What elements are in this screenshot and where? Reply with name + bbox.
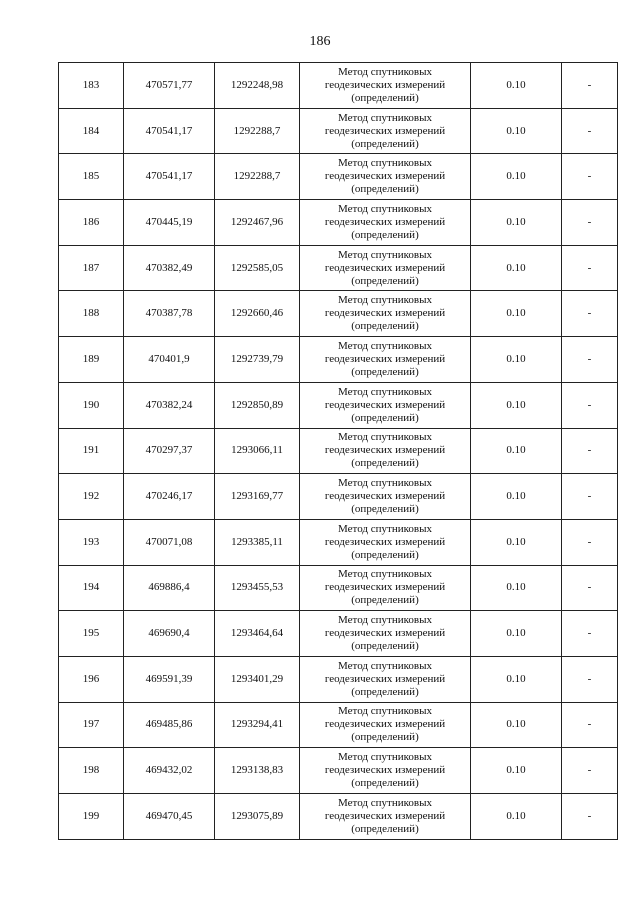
- x-coordinate-cell: 470071,08: [124, 519, 215, 565]
- method-cell: [300, 794, 471, 840]
- x-coordinate-cell: 470571,77: [124, 63, 215, 109]
- method-line: (определений): [351, 594, 419, 607]
- y-coordinate-cell: 1293294,41: [215, 702, 300, 748]
- point-number-cell: 193: [59, 519, 124, 565]
- y-coordinate-cell: 1292850,89: [215, 382, 300, 428]
- method-cell: [300, 611, 471, 657]
- x-coordinate-cell: 470541,17: [124, 108, 215, 154]
- description-cell: -: [562, 474, 618, 520]
- method-line: Метод спутниковых: [338, 568, 432, 581]
- method-line: (определений): [351, 822, 419, 835]
- x-coordinate-cell: 470246,17: [124, 474, 215, 520]
- table-row: [59, 245, 618, 291]
- method-line: Метод спутниковых: [338, 294, 432, 307]
- point-number-cell: 184: [59, 108, 124, 154]
- x-coordinate-cell: 470387,78: [124, 291, 215, 337]
- point-number-cell: 197: [59, 702, 124, 748]
- method-cell: [300, 565, 471, 611]
- x-coordinate-cell: 470297,37: [124, 428, 215, 474]
- description-cell: -: [562, 245, 618, 291]
- accuracy-cell: 0.10: [471, 108, 562, 154]
- method-cell: [300, 63, 471, 109]
- method-line: геодезических измерений: [324, 170, 446, 183]
- page-number: 186: [309, 34, 331, 49]
- x-coordinate-cell: 469470,45: [124, 794, 215, 840]
- method-cell: [300, 154, 471, 200]
- table-row: [59, 794, 618, 840]
- method-line: Метод спутниковых: [338, 705, 432, 718]
- accuracy-cell: 0.10: [471, 291, 562, 337]
- method-line: (определений): [351, 777, 419, 790]
- accuracy-cell: 0.10: [471, 794, 562, 840]
- coordinates-table: [58, 62, 618, 840]
- description-cell: -: [562, 748, 618, 794]
- accuracy-cell: 0.10: [471, 748, 562, 794]
- method-line: (определений): [351, 731, 419, 744]
- y-coordinate-cell: 1292585,05: [215, 245, 300, 291]
- method-line: геодезических измерений: [324, 352, 446, 365]
- x-coordinate-cell: 469886,4: [124, 565, 215, 611]
- x-coordinate-cell: 470382,49: [124, 245, 215, 291]
- y-coordinate-cell: 1292288,7: [215, 154, 300, 200]
- table-row: [59, 382, 618, 428]
- table-row: [59, 565, 618, 611]
- point-number-cell: 196: [59, 656, 124, 702]
- accuracy-cell: 0.10: [471, 200, 562, 246]
- description-cell: -: [562, 794, 618, 840]
- description-cell: -: [562, 702, 618, 748]
- point-number-cell: 192: [59, 474, 124, 520]
- point-number-cell: 190: [59, 382, 124, 428]
- x-coordinate-cell: 470445,19: [124, 200, 215, 246]
- accuracy-cell: 0.10: [471, 656, 562, 702]
- method-line: геодезических измерений: [324, 581, 446, 594]
- accuracy-cell: 0.10: [471, 382, 562, 428]
- accuracy-cell: 0.10: [471, 428, 562, 474]
- method-cell: [300, 748, 471, 794]
- y-coordinate-cell: 1293138,83: [215, 748, 300, 794]
- point-number-cell: 185: [59, 154, 124, 200]
- method-line: геодезических измерений: [324, 215, 446, 228]
- table-row: [59, 337, 618, 383]
- accuracy-cell: 0.10: [471, 474, 562, 520]
- accuracy-cell: 0.10: [471, 611, 562, 657]
- y-coordinate-cell: 1292248,98: [215, 63, 300, 109]
- description-cell: -: [562, 519, 618, 565]
- method-line: (определений): [351, 91, 419, 104]
- method-cell: [300, 245, 471, 291]
- method-line: Метод спутниковых: [338, 248, 432, 261]
- method-line: геодезических измерений: [324, 718, 446, 731]
- table-row: [59, 108, 618, 154]
- point-number-cell: 186: [59, 200, 124, 246]
- description-cell: -: [562, 154, 618, 200]
- description-cell: -: [562, 291, 618, 337]
- table-row: [59, 63, 618, 109]
- method-cell: [300, 200, 471, 246]
- y-coordinate-cell: 1293455,53: [215, 565, 300, 611]
- description-cell: -: [562, 337, 618, 383]
- table-row: [59, 748, 618, 794]
- point-number-cell: 188: [59, 291, 124, 337]
- method-cell: [300, 337, 471, 383]
- method-cell: [300, 108, 471, 154]
- table-row: [59, 428, 618, 474]
- y-coordinate-cell: 1293169,77: [215, 474, 300, 520]
- method-line: (определений): [351, 640, 419, 653]
- table-row: [59, 611, 618, 657]
- method-line: Метод спутниковых: [338, 339, 432, 352]
- method-line: геодезических измерений: [324, 307, 446, 320]
- method-line: (определений): [351, 320, 419, 333]
- method-line: Метод спутниковых: [338, 111, 432, 124]
- y-coordinate-cell: 1292660,46: [215, 291, 300, 337]
- table-row: [59, 656, 618, 702]
- accuracy-cell: 0.10: [471, 702, 562, 748]
- method-line: геодезических измерений: [324, 78, 446, 91]
- method-line: геодезических измерений: [324, 398, 446, 411]
- x-coordinate-cell: 469432,02: [124, 748, 215, 794]
- point-number-cell: 199: [59, 794, 124, 840]
- method-line: (определений): [351, 685, 419, 698]
- method-cell: [300, 382, 471, 428]
- table-row: [59, 200, 618, 246]
- table-body: [59, 63, 618, 840]
- x-coordinate-cell: 469690,4: [124, 611, 215, 657]
- table-row: [59, 154, 618, 200]
- method-line: Метод спутниковых: [338, 522, 432, 535]
- method-line: (определений): [351, 548, 419, 561]
- method-line: Метод спутниковых: [338, 385, 432, 398]
- y-coordinate-cell: 1293401,29: [215, 656, 300, 702]
- y-coordinate-cell: 1292467,96: [215, 200, 300, 246]
- method-line: (определений): [351, 411, 419, 424]
- table-row: [59, 702, 618, 748]
- point-number-cell: 189: [59, 337, 124, 383]
- point-number-cell: 191: [59, 428, 124, 474]
- description-cell: -: [562, 565, 618, 611]
- method-line: Метод спутниковых: [338, 614, 432, 627]
- y-coordinate-cell: 1293075,89: [215, 794, 300, 840]
- y-coordinate-cell: 1292739,79: [215, 337, 300, 383]
- method-line: (определений): [351, 137, 419, 150]
- description-cell: -: [562, 108, 618, 154]
- x-coordinate-cell: 469591,39: [124, 656, 215, 702]
- method-line: геодезических измерений: [324, 672, 446, 685]
- method-line: геодезических измерений: [324, 764, 446, 777]
- method-line: геодезических измерений: [324, 261, 446, 274]
- method-line: (определений): [351, 228, 419, 241]
- description-cell: -: [562, 200, 618, 246]
- method-cell: [300, 519, 471, 565]
- method-line: Метод спутниковых: [338, 751, 432, 764]
- description-cell: -: [562, 428, 618, 474]
- accuracy-cell: 0.10: [471, 519, 562, 565]
- description-cell: -: [562, 656, 618, 702]
- x-coordinate-cell: 469485,86: [124, 702, 215, 748]
- y-coordinate-cell: 1293385,11: [215, 519, 300, 565]
- method-line: геодезических измерений: [324, 124, 446, 137]
- point-number-cell: 194: [59, 565, 124, 611]
- point-number-cell: 195: [59, 611, 124, 657]
- method-cell: [300, 656, 471, 702]
- accuracy-cell: 0.10: [471, 337, 562, 383]
- description-cell: -: [562, 382, 618, 428]
- method-line: геодезических измерений: [324, 444, 446, 457]
- method-line: геодезических измерений: [324, 490, 446, 503]
- method-line: Метод спутниковых: [338, 157, 432, 170]
- method-line: (определений): [351, 365, 419, 378]
- method-line: Метод спутниковых: [338, 477, 432, 490]
- table-row: [59, 519, 618, 565]
- method-line: (определений): [351, 183, 419, 196]
- description-cell: -: [562, 63, 618, 109]
- method-line: геодезических измерений: [324, 535, 446, 548]
- method-line: геодезических измерений: [324, 627, 446, 640]
- method-line: геодезических измерений: [324, 809, 446, 822]
- method-cell: [300, 428, 471, 474]
- y-coordinate-cell: 1293464,64: [215, 611, 300, 657]
- x-coordinate-cell: 470401,9: [124, 337, 215, 383]
- method-line: Метод спутниковых: [338, 202, 432, 215]
- x-coordinate-cell: 470382,24: [124, 382, 215, 428]
- method-line: (определений): [351, 274, 419, 287]
- y-coordinate-cell: 1292288,7: [215, 108, 300, 154]
- x-coordinate-cell: 470541,17: [124, 154, 215, 200]
- method-line: Метод спутниковых: [338, 659, 432, 672]
- point-number-cell: 187: [59, 245, 124, 291]
- point-number-cell: 198: [59, 748, 124, 794]
- y-coordinate-cell: 1293066,11: [215, 428, 300, 474]
- method-cell: [300, 474, 471, 520]
- accuracy-cell: 0.10: [471, 63, 562, 109]
- method-line: (определений): [351, 503, 419, 516]
- accuracy-cell: 0.10: [471, 154, 562, 200]
- table-row: [59, 474, 618, 520]
- point-number-cell: 183: [59, 63, 124, 109]
- method-line: Метод спутниковых: [338, 431, 432, 444]
- method-cell: [300, 291, 471, 337]
- accuracy-cell: 0.10: [471, 245, 562, 291]
- table-row: [59, 291, 618, 337]
- method-cell: [300, 702, 471, 748]
- method-line: (определений): [351, 457, 419, 470]
- method-line: Метод спутниковых: [338, 65, 432, 78]
- description-cell: -: [562, 611, 618, 657]
- accuracy-cell: 0.10: [471, 565, 562, 611]
- method-line: Метод спутниковых: [338, 796, 432, 809]
